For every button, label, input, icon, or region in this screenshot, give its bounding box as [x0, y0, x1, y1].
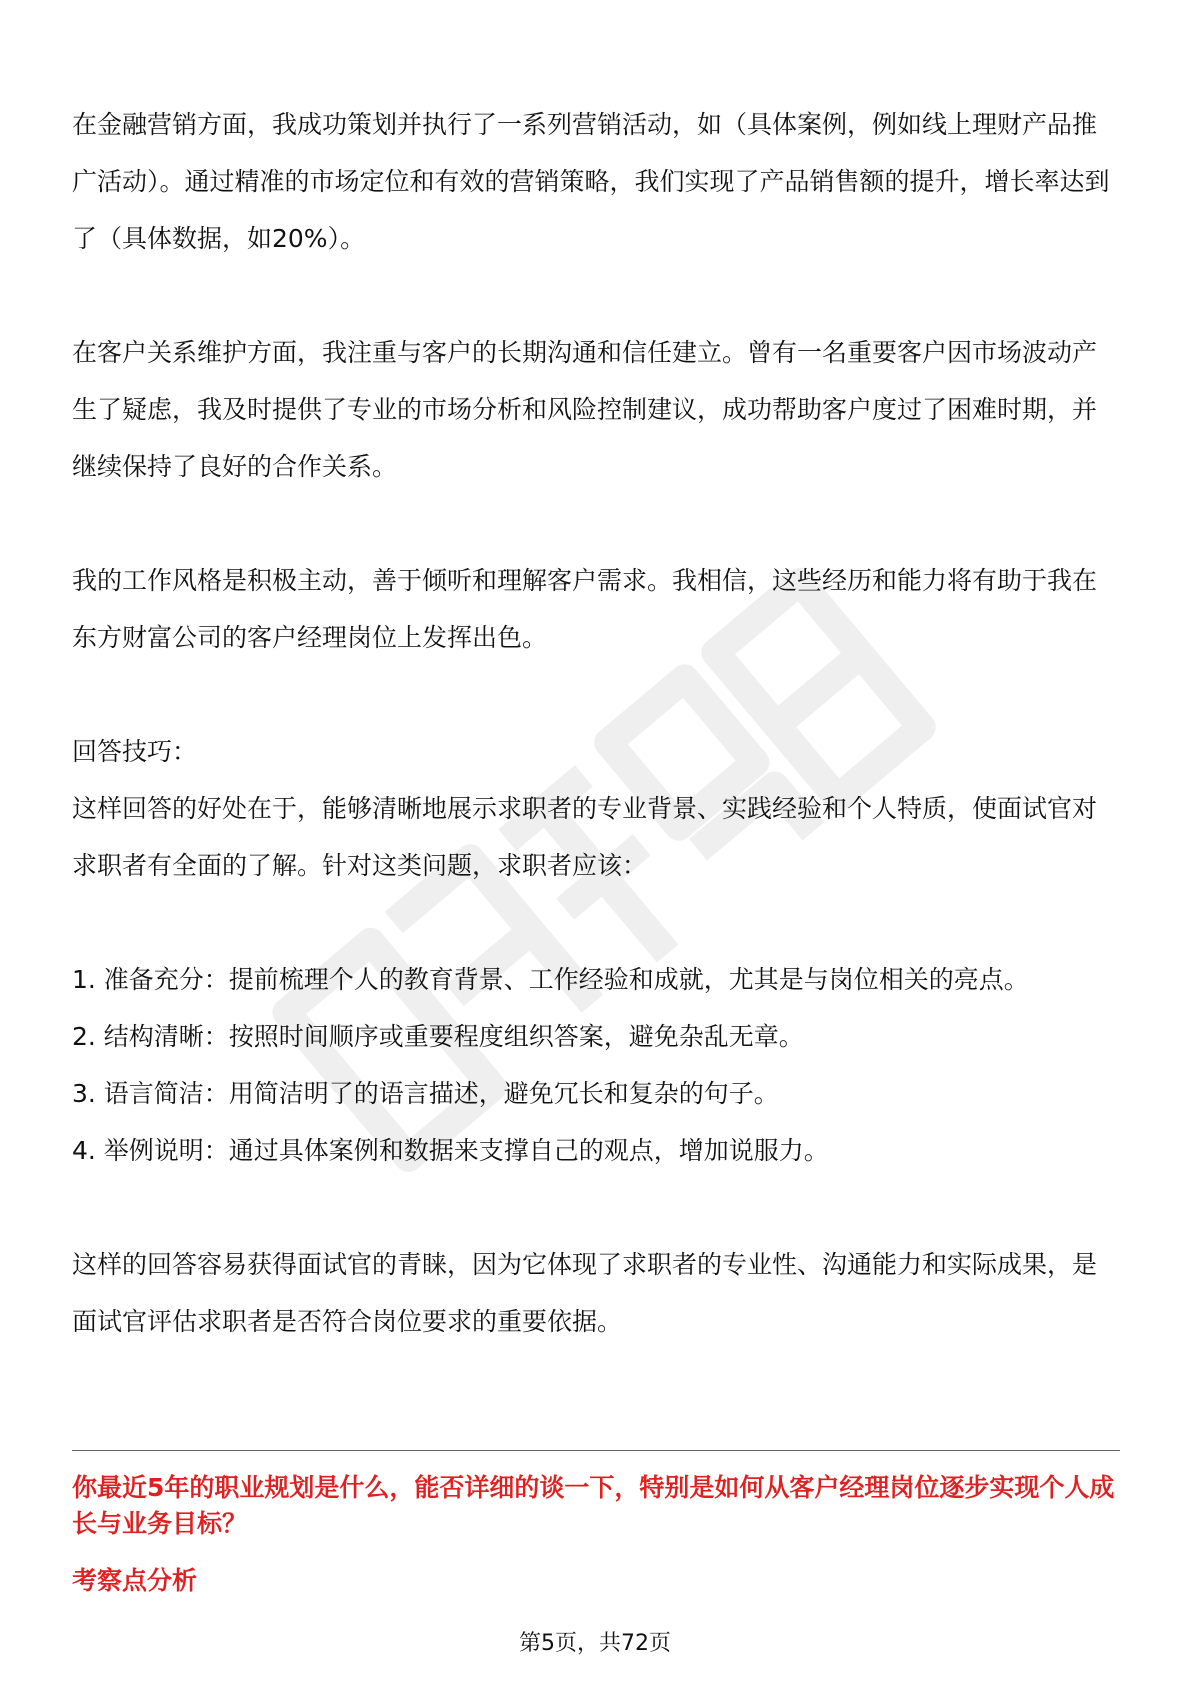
tip-list-item: 2. 结构清晰：按照时间顺序或重要程度组织答案，避免杂乱无章。 — [72, 1022, 804, 1051]
paragraph-work-style: 我的工作风格是积极主动，善于倾听和理解客户需求。我相信，这些经历和能力将有助于我在东方财富公司的客户经理岗位上发挥出色。 — [72, 566, 1098, 652]
section-divider — [72, 1450, 1120, 1451]
tips-heading: 回答技巧： — [72, 737, 198, 766]
analysis-subheading: 考察点分析 — [72, 1566, 198, 1595]
tip-list-item: 3. 语言简洁：用简洁明了的语言描述，避免冗长和复杂的句子。 — [72, 1079, 779, 1108]
paragraph-client-relations: 在客户关系维护方面，我注重与客户的长期沟通和信任建立。曾有一名重要客户因市场波动产生了疑虑，我及时提供了专业的市场分析和风险控制建议，成功帮助客户度过了困难时期，并继续保持了良好的合作关系。 — [72, 338, 1098, 481]
paragraph-financial-marketing: 在金融营销方面，我成功策划并执行了一系列营销活动，如（具体案例，例如线上理财产品推广活动）。通过精准的市场定位和有效的营销策略，我们实现了产品销售额的提升，增长率达到了（具体数据，如20%）。 — [72, 110, 1110, 253]
tip-list-item: 1. 准备充分：提前梳理个人的教育背景、工作经验和成就，尤其是与岗位相关的亮点。 — [72, 965, 1029, 994]
document-body — [72, 96, 1120, 1350]
next-question-heading: 你最近5年的职业规划是什么，能否详细的谈一下，特别是如何从客户经理岗位逐步实现个人成长与业务目标？ — [72, 1473, 1115, 1538]
page-number-footer: 第5页，共72页 — [519, 1631, 671, 1656]
paragraph-conclusion: 这样的回答容易获得面试官的青睐，因为它体现了求职者的专业性、沟通能力和实际成果，是面试官评估求职者是否符合岗位要求的重要依据。 — [72, 1250, 1098, 1336]
tip-list-item: 4. 举例说明：通过具体案例和数据来支撑自己的观点，增加说服力。 — [72, 1136, 829, 1165]
tips-intro: 这样回答的好处在于，能够清晰地展示求职者的专业背景、实践经验和个人特质，使面试官对求职者有全面的了解。针对这类问题，求职者应该： — [72, 794, 1098, 880]
